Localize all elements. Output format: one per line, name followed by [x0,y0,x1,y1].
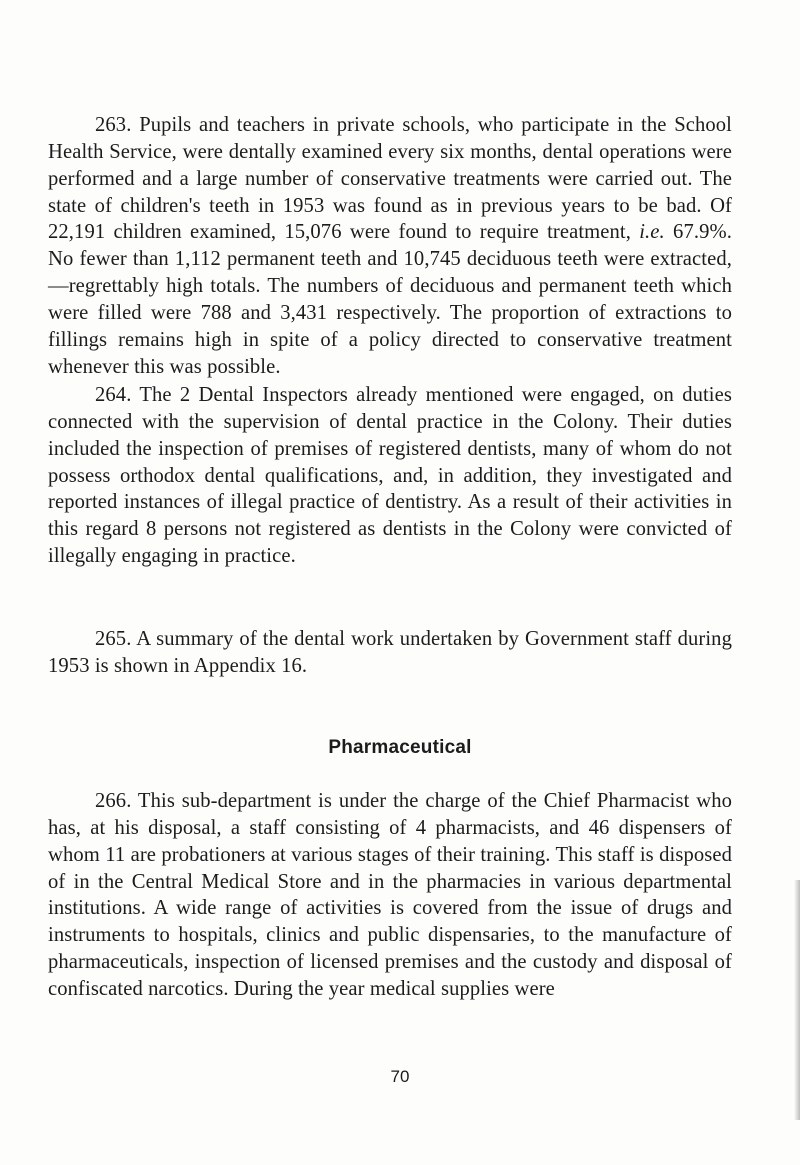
paragraph-263 [48,112,732,380]
paragraph-text: The 2 Dental Inspectors already mentioned were engaged, on duties connected with the supervision of dental practice in the Colony. Their duties included the inspection of premises of registered dentists, many of whom do not possess orthodox dental qualifications, and, in addition, they investigated and reported instances of illegal practice of dentistry. As a result of their activities in this regard 8 persons not registered as dentists in the Colony were convicted of illegally engaging in practice. [48,384,732,568]
paragraph-number: 265. [95,628,132,650]
paragraph-text: Pupils and teachers in private schools, who participate in the School Health Service, were dentally examined every six months, dental operations were performed and a large number of conservative treatments were carried out. The state of children's teeth in 1953 was found as in previous years to be bad. Of 22,191 children examined, 15,076 were found to require treatment, [48,114,732,244]
paragraph-266 [48,788,732,1003]
paragraph-264 [48,382,732,570]
paragraph-text-continued: 67.9%. No fewer than 1,112 permanent teeth and 10,745 deciduous teeth were extracted,—regrettably high totals. The numbers of deciduous and permanent teeth which were filled were 788 and 3,431 respectively. The proportion of extractions to fillings remains high in spite of a policy directed to conservative treatment whenever this was possible. [48,221,732,378]
paragraph-italic-text: i.e. [639,221,665,244]
paragraph-text: This sub-department is under the charge of the Chief Pharmacist who has, at his disposal, a staff consisting of 4 pharmacists, and 46 dispensers of whom 11 are probationers at various stages of their training. This staff is disposed of in the Central Medical Store and in the pharmacies in various departmental institutions. A wide range of activities is covered from the issue of drugs and instruments to hospitals, clinics and public dispensaries, to the manufacture of pharmaceuticals, inspection of licensed premises and the custody and disposal of confiscated narcotics. During the year medical supplies were [48,790,732,1000]
page-edge-shadow [794,880,800,1120]
section-heading: Pharmaceutical [328,737,472,758]
paragraph-number: 264. [95,384,132,406]
paragraph-265 [48,626,732,680]
paragraph-number: 266. [95,790,132,812]
paragraph-number: 263. [95,114,132,136]
page-number: 70 [390,1067,410,1086]
paragraph-text: A summary of the dental work undertaken by Government staff during 1953 is shown in Appendix 16. [48,628,732,677]
